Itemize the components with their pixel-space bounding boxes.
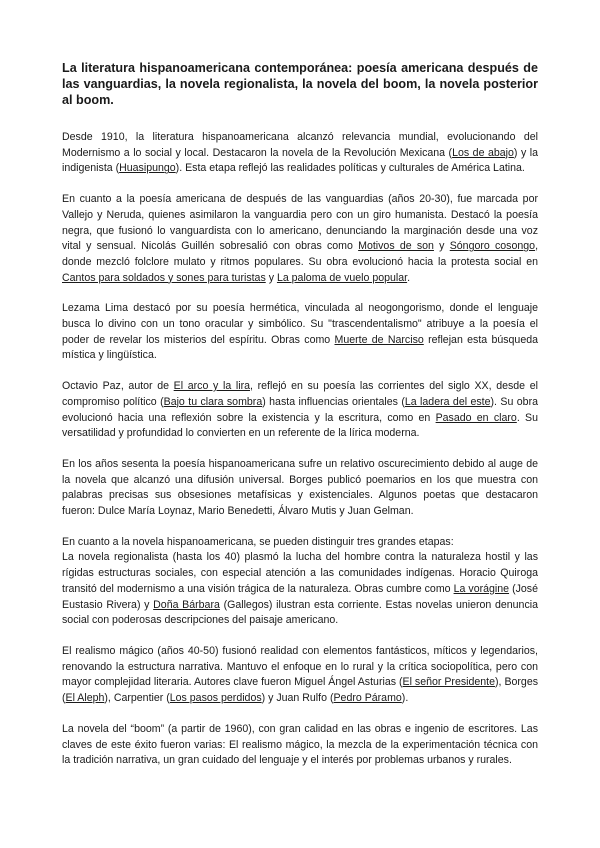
paragraph bbox=[62, 192, 538, 286]
paragraph-text: ). bbox=[401, 692, 409, 705]
work-title: El Aleph bbox=[65, 692, 105, 705]
paragraph bbox=[62, 301, 538, 364]
work-title: El señor Presidente bbox=[402, 676, 496, 689]
document-title: La literatura hispanoamericana contemporánea: poesía americana después de las vanguardias, la novela regionalista, la novela del boom, la novela posterior al boom. bbox=[62, 61, 538, 107]
paragraph-text: ), Borges ( bbox=[62, 676, 539, 705]
work-title: Sóngoro cosongo bbox=[449, 240, 536, 253]
paragraph-text: En los años sesenta la poesía hispanoamericana sufre un relativo oscurecimiento debido al auge de la novela que alcanzó una difusión universal. Borges publicó poemarios en los que muestra con palabras precisas sus obsesiones metafísicas y existenciales. Algunos poetas que destacaron fueron: Dulce María Loynaz, Mario Benedetti, Álvaro Mutis y Juan Gelman. bbox=[62, 457, 538, 518]
paragraph-text: En cuanto a la poesía americana de después de las vanguardias (años 20-30), fue marcada por Vallejo y Neruda, quienes asimilaron la vanguardia pero con un giro humanista. Destacó la poesía negra, que fusionó lo vanguardista con lo americano, denunciando la marginación desde una voz vital y sensual. Nicolás Guillén sobresalió con obras como bbox=[62, 193, 538, 253]
paragraph bbox=[62, 722, 538, 769]
work-title: Huasipungo bbox=[119, 162, 176, 175]
paragraph bbox=[62, 457, 538, 520]
paragraph-text: Lezama Lima destacó por su poesía hermética, vinculada al neogongorismo, donde el lenguaje busca lo divino con un tono oracular y simbólico. Su "trascendentalismo" atribuye a la poesía el poder de revelar los misterios del espíritu. Obras como bbox=[62, 302, 538, 346]
work-title: Bajo tu clara sombra bbox=[163, 395, 263, 408]
work-title: Cantos para soldados y sones para turistas bbox=[62, 271, 266, 284]
paragraph-text: La novela del “boom” (a partir de 1960), con gran calidad en las obras e ingenio de escritores. Las claves de este éxito fueron varias: El realismo mágico, la mezcla de la experimentación técnica con la tradición narrativa, un gran cuidado del lenguaje y el interés por problemas urbanos y rurales. bbox=[62, 722, 538, 767]
work-title: Pedro Páramo bbox=[333, 692, 402, 705]
paragraph-text: Octavio Paz, autor de bbox=[62, 380, 174, 393]
work-title: La paloma de vuelo popular bbox=[276, 271, 408, 284]
paragraph-text: ) hasta influencias orientales ( bbox=[262, 395, 405, 408]
paragraph-text: ). Su obra evolucionó hacia una reflexión sobre la existencia y la escritura, como en bbox=[62, 395, 538, 424]
paragraph-text: ) y Juan Rulfo ( bbox=[261, 692, 334, 705]
paragraph-text: La novela regionalista (hasta los 40) plasmó la lucha del hombre contra la naturaleza hostil y las rígidas estructuras sociales, con especial atención a las comunidades indígenas. Horacio Quiroga transitó del modernismo a una visión trágica de la naturaleza. Obras cumbre como bbox=[62, 551, 538, 595]
paragraph-text: y bbox=[265, 271, 277, 284]
paragraph bbox=[62, 644, 538, 707]
paragraph-text: , reflejó en su poesía las corrientes del siglo XX, desde el compromiso político ( bbox=[62, 380, 538, 408]
document-body bbox=[62, 130, 538, 769]
paragraph-text: En cuanto a la novela hispanoamericana, se pueden distinguir tres grandes etapas: bbox=[62, 535, 454, 548]
paragraph-text: ), Carpentier ( bbox=[104, 692, 170, 705]
paragraph bbox=[62, 550, 538, 629]
paragraph-text: (Gallegos) ilustran esta corriente. Estas novelas unieron denuncia social con poderosas descripciones del paisaje americano. bbox=[62, 598, 538, 627]
paragraph-text: (José Eustasio Rivera) y bbox=[62, 582, 538, 611]
work-title: La ladera del este bbox=[404, 395, 491, 408]
work-title: El arco y la lira bbox=[173, 380, 250, 393]
paragraph-text: ). Esta etapa reflejó las realidades políticas y culturales de América Latina. bbox=[175, 162, 525, 175]
work-title: Los pasos perdidos bbox=[169, 692, 262, 705]
paragraph-text: El realismo mágico (años 40-50) fusionó realidad con elementos fantásticos, míticos y legendarios, renovando la estructura narrativa. Mantuvo el enfoque en lo rural y la crítica sociopolítica, pero con mayor complejidad literaria. Autores clave fueron Miguel Ángel Asturias ( bbox=[62, 644, 538, 689]
paragraph-text: Desde 1910, la literatura hispanoamericana alcanzó relevancia mundial, evolucionando del Modernismo a lo social y local. Destacaron la novela de la Revolución Mexicana ( bbox=[62, 131, 538, 159]
paragraph bbox=[62, 535, 538, 551]
paragraph-text: ) y la indigenista ( bbox=[62, 146, 538, 175]
paragraph-text: . Su versatilidad y profundidad lo convierten en un referente de la lírica moderna. bbox=[62, 411, 538, 440]
work-title: Los de abajo bbox=[452, 146, 514, 159]
work-title: Pasado en claro bbox=[435, 411, 517, 424]
paragraph bbox=[62, 379, 538, 442]
work-title: Doña Bárbara bbox=[153, 598, 220, 611]
paragraph-text: y bbox=[433, 240, 450, 253]
work-title: Motivos de son bbox=[358, 240, 434, 253]
paragraph-text: . bbox=[407, 271, 411, 284]
work-title: Muerte de Narciso bbox=[334, 333, 424, 346]
paragraph-text: , donde mezcló folclore mulato y ritmos populares. Su obra evolucionó hacia la protesta social en bbox=[62, 240, 539, 268]
paragraph bbox=[62, 130, 538, 177]
paragraph-text: reflejan esta búsqueda mística y lingüística. bbox=[62, 333, 539, 362]
work-title: La vorágine bbox=[453, 582, 510, 595]
